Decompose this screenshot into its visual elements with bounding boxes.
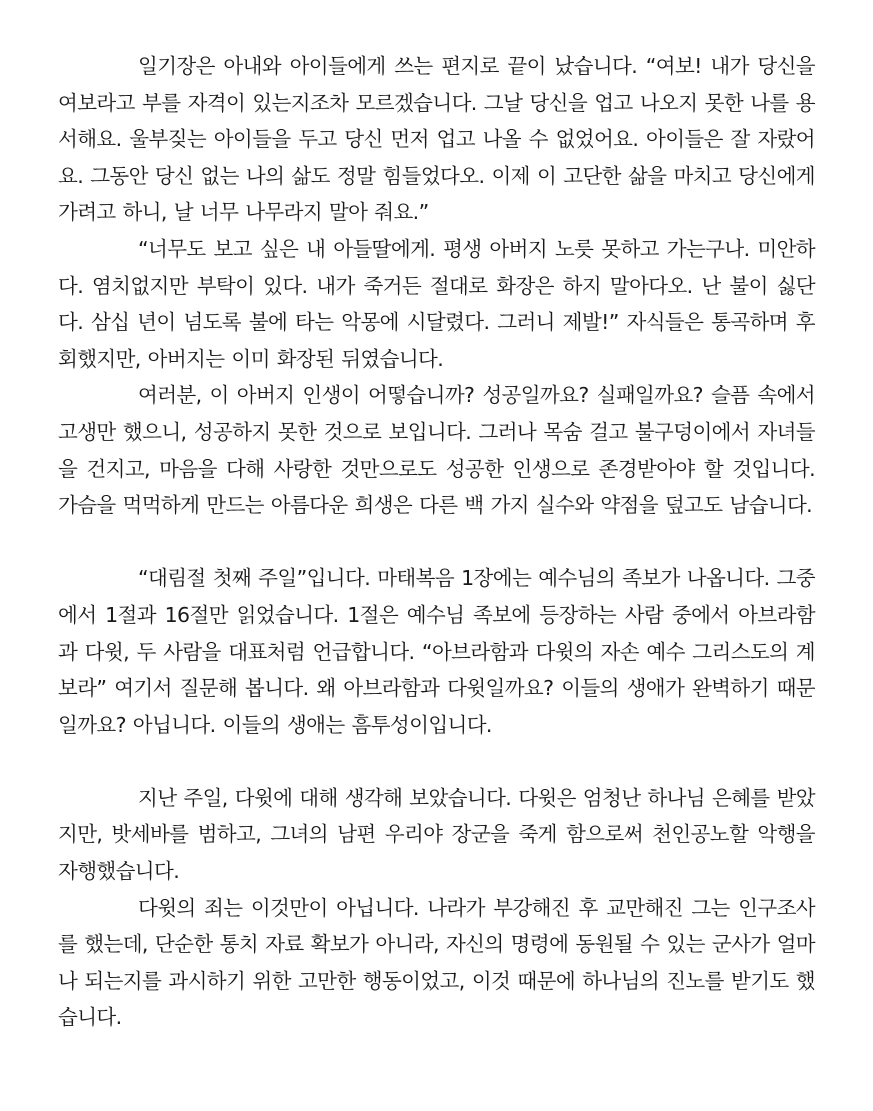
paragraph-gap — [58, 524, 815, 561]
paragraph-gap — [58, 743, 815, 780]
paragraph-success-question: 여러분, 이 아버지 인생이 어떻습니까? 성공일까요? 실패일까요? 슬픔 속에서 고생만 했으니, 성공하지 못한 것으로 보입니다. 그러나 목숨 걸고 불구덩이에서 자녀들을 건지고, 마음을 다해 사랑한 것만으로도 성공한 인생으로 존경받아야 할 것입니다. 가슴을 먹먹하게 만드는 아름다운 희생은 다른 백 가지 실수와 약점을 덮고도 남습니다. — [58, 383, 815, 518]
paragraph-david-census: 다윗의 죄는 이것만이 아닙니다. 나라가 부강해진 후 교만해진 그는 인구조사를 했는데, 단순한 통치 자료 확보가 아니라, 자신의 명령에 동원될 수 있는 군사가 얼마나 되는지를 과시하기 위한 고만한 행동이었고, 이것 때문에 하나님의 진노를 받기도 했습니다. — [58, 895, 815, 1030]
paragraph-advent-sunday: “대림절 첫째 주일”입니다. 마태복음 1장에는 예수님의 족보가 나옵니다. 그중에서 1절과 16절만 읽었습니다. 1절은 예수님 족보에 등장하는 사람 중에서 아브라함과 다윗, 두 사람을 대표처럼 언급합니다. “아브라함과 다윗의 자손 예수 그리스도의 계보라” 여기서 질문해 봅니다. 왜 아브라함과 다윗일까요? 이들의 생애가 완벽하기 때문일까요? 아닙니다. 이들의 생애는 흠투성이입니다. — [58, 566, 815, 737]
paragraph-letter-to-children: “너무도 보고 싶은 내 아들딸에게. 평생 아버지 노릇 못하고 가는구나. 미안하다. 염치없지만 부탁이 있다. 내가 죽거든 절대로 화장은 하지 말아다오. 난 불이 싫단다. 삼십 년이 넘도록 불에 타는 악몽에 시달렸다. 그러니 제발!” 자식들은 통곡하며 후회했지만, 아버지는 이미 화장된 뒤였습니다. — [58, 236, 815, 371]
paragraph-diary-letter: 일기장은 아내와 아이들에게 쓰는 편지로 끝이 났습니다. “여보! 내가 당신을 여보라고 부를 자격이 있는지조차 모르겠습니다. 그날 당신을 업고 나오지 못한 나를 용서해요. 울부짖는 아이들을 두고 당신 먼저 업고 나올 수 없었어요. 아이들은 잘 자랐어요. 그동안 당신 없는 나의 삶도 정말 힘들었다오. 이제 이 고단한 삶을 마치고 당신에게 가려고 하니, 날 너무 나무라지 말아 줘요.” — [58, 54, 815, 225]
document-page — [58, 48, 815, 1036]
paragraph-david-sin: 지난 주일, 다윗에 대해 생각해 보았습니다. 다윗은 엄청난 하나님 은혜를 받았지만, 밧세바를 범하고, 그녀의 남편 우리야 장군을 죽게 함으로써 천인공노할 악행을 자행했습니다. — [58, 785, 815, 884]
